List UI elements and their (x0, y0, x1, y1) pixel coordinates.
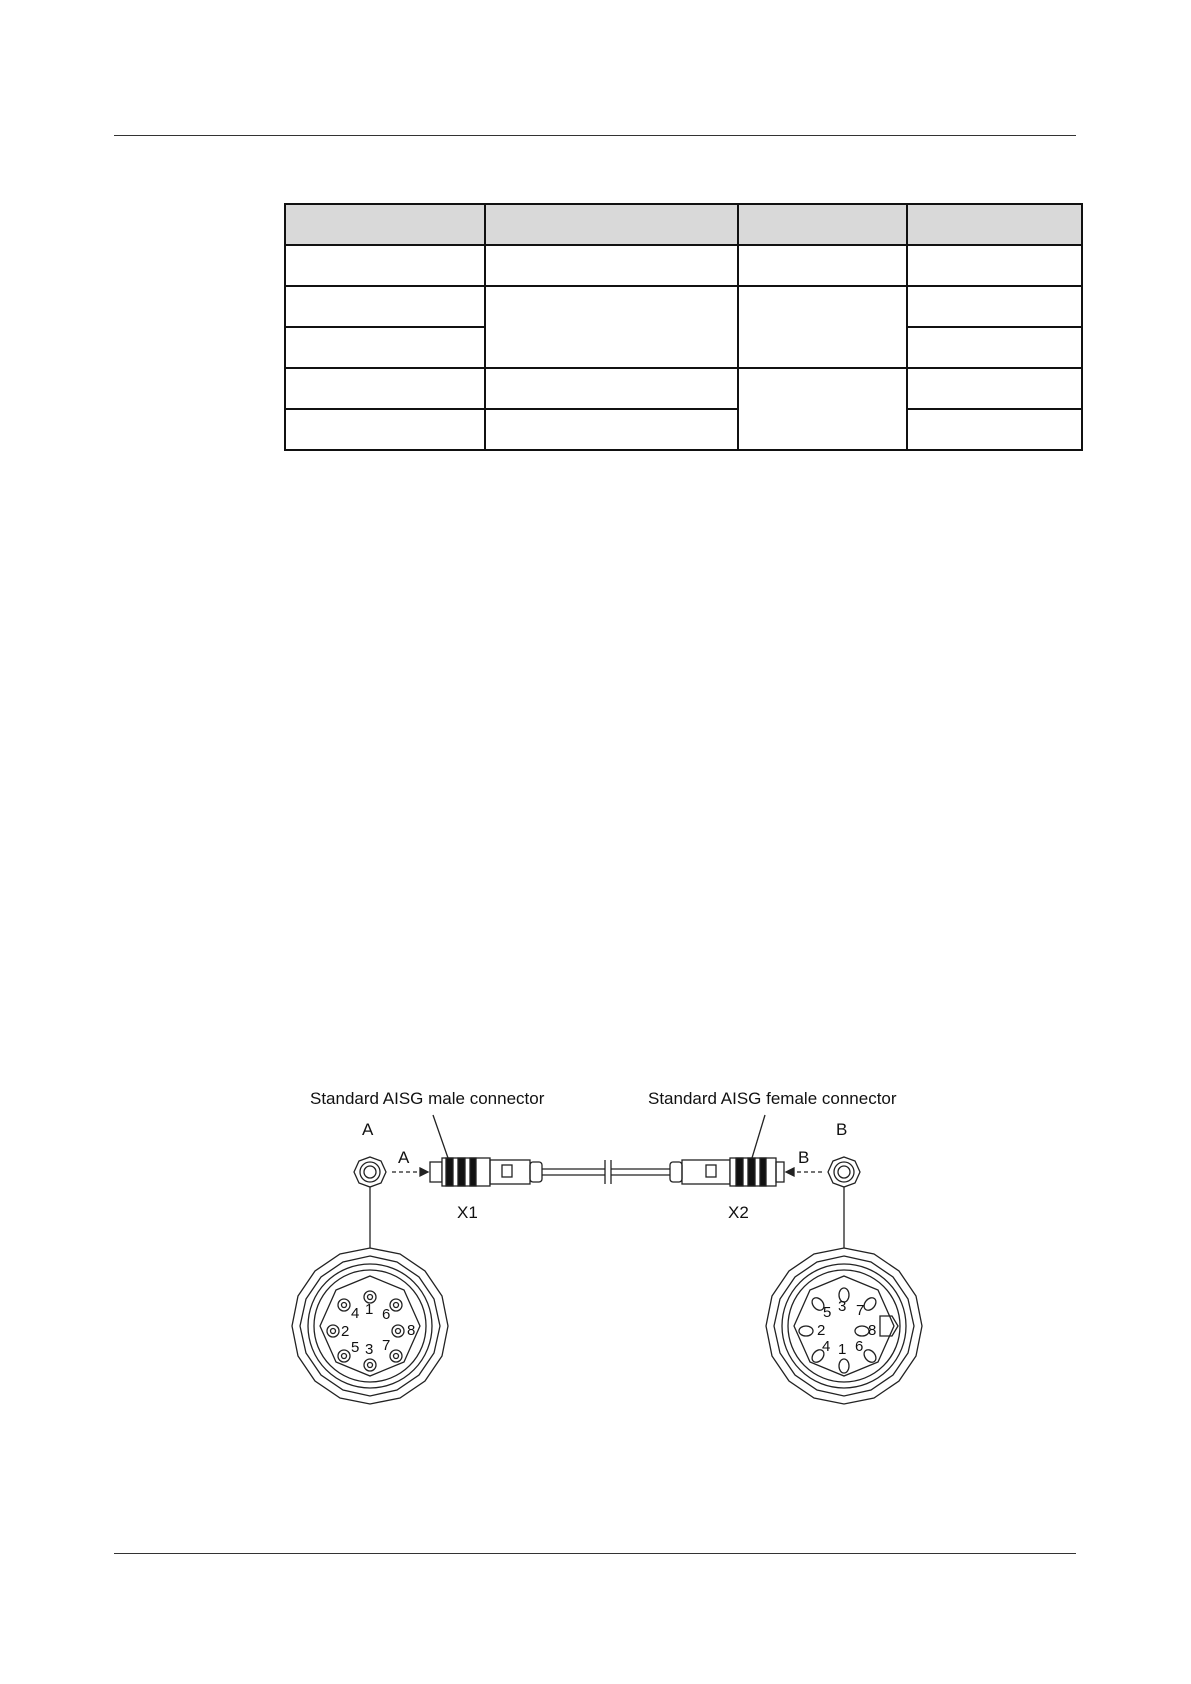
male-connector-leader (433, 1115, 448, 1158)
end-view-b (828, 1157, 860, 1187)
end-b-label: B (836, 1120, 848, 1139)
footer-rule (114, 1553, 1076, 1554)
male-pin-number: 1 (365, 1301, 374, 1318)
x2-label: X2 (728, 1203, 749, 1222)
x1-label: X1 (457, 1203, 478, 1222)
female-pin-number: 2 (817, 1322, 826, 1339)
female-connector-label: Standard AISG female connector (648, 1089, 897, 1108)
female-face-large (766, 1248, 922, 1404)
female-connector-leader (752, 1115, 765, 1158)
end-view-a (354, 1157, 386, 1187)
male-pin-number: 2 (341, 1323, 350, 1340)
male-face-large (292, 1248, 448, 1404)
male-pin-number: 8 (407, 1322, 416, 1339)
female-connector-x2 (670, 1158, 784, 1186)
male-pin-number: 4 (351, 1305, 360, 1322)
arrow-a-label: A (398, 1148, 410, 1167)
arrow-b (786, 1168, 822, 1176)
arrow-a (392, 1168, 428, 1176)
male-pin-number: 3 (365, 1341, 374, 1358)
female-pin-number: 7 (856, 1302, 865, 1319)
female-pin-number: 6 (855, 1338, 864, 1355)
male-pin-number: 5 (351, 1339, 360, 1356)
female-pin-number: 5 (823, 1304, 832, 1321)
female-pin-number: 1 (838, 1341, 847, 1358)
male-connector-x1 (430, 1158, 542, 1186)
female-pin-number: 3 (838, 1298, 847, 1315)
female-pin-number: 8 (868, 1322, 877, 1339)
male-pin-number: 6 (382, 1306, 391, 1323)
end-a-label: A (362, 1120, 374, 1139)
female-pin-number: 4 (822, 1338, 831, 1355)
male-pin-number: 7 (382, 1337, 391, 1354)
male-connector-label: Standard AISG male connector (310, 1089, 545, 1108)
cable (542, 1160, 670, 1184)
arrow-b-label: B (798, 1148, 810, 1167)
